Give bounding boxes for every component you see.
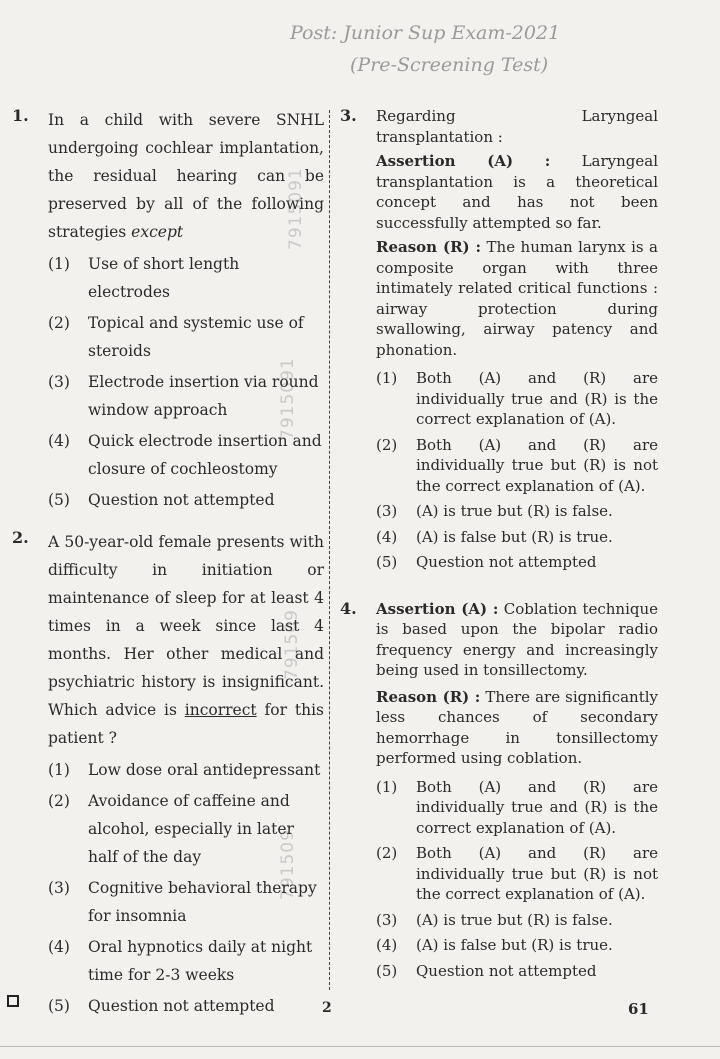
option-4[interactable] (376, 527, 658, 548)
option-2[interactable] (48, 787, 324, 871)
column-divider (329, 110, 330, 990)
option-5[interactable] (376, 961, 658, 982)
option-2[interactable] (48, 309, 324, 365)
reason-text: The human larynx is a composite organ with three intimately related critical functions : airway protection during swallowing, airway patency and phonation. (376, 238, 658, 359)
option-3[interactable] (48, 874, 324, 930)
question-3 (340, 106, 658, 573)
header-scribble-line1: Post: Junior Sup Exam-2021 (290, 22, 561, 44)
option-text: (A) is false but (R) is true. (416, 936, 613, 954)
watermark-stamp: 7915091 (278, 357, 298, 440)
option-number: (2) (48, 314, 70, 332)
right-column (340, 106, 658, 986)
stem-emphasis: incorrect (184, 701, 257, 719)
question-stem (48, 528, 324, 752)
option-text: Both (A) and (R) are individually true but (R) is not the correct explanation of (A). (416, 435, 658, 495)
stem-text: In a child with severe SNHL undergoing cochlear implantation, the residual hearing can be preserved by all of the following strategies (48, 111, 324, 241)
option-5[interactable] (48, 992, 324, 1020)
assertion-text: Laryngeal transplantation is a theoretical concept and has not been successfully attempted so far. (376, 152, 658, 232)
option-number: (4) (48, 432, 70, 450)
question-number: 1. (12, 106, 29, 125)
question-number: 3. (340, 106, 357, 125)
question-stem: Regarding Laryngeal transplantation : (376, 107, 658, 146)
option-text: Oral hypnotics daily at night time for 2-3 weeks (88, 938, 313, 984)
option-number: (2) (48, 792, 70, 810)
option-number: (5) (48, 491, 70, 509)
option-number: (1) (376, 369, 398, 387)
option-text: Both (A) and (R) are individually true and (R) is the correct explanation of (A). (416, 777, 658, 837)
options-list (376, 777, 658, 982)
option-3[interactable] (376, 910, 658, 931)
question-1 (12, 106, 324, 514)
option-text: Both (A) and (R) are individually true but (R) is not the correct explanation of (A). (416, 844, 658, 903)
assertion-text: Coblation technique is based upon the bipolar radio frequency energy and increasingly being used in tonsillectomy. (376, 599, 659, 679)
option-text: (A) is false but (R) is true. (416, 527, 613, 546)
option-text: (A) is true but (R) is false. (416, 502, 613, 520)
page-code: 61 (628, 1000, 649, 1018)
option-text: Quick electrode insertion and closure of cochleostomy (88, 432, 322, 478)
registration-mark (7, 995, 19, 1007)
option-1[interactable] (48, 250, 324, 306)
option-number: (3) (48, 373, 70, 391)
option-number: (1) (376, 777, 398, 796)
option-number: (5) (376, 961, 398, 980)
reason-label: Reason (R) : (376, 687, 481, 706)
assertion-paragraph (376, 599, 658, 681)
option-text: Question not attempted (416, 961, 597, 980)
options-list (48, 250, 324, 514)
reason-text: There are significantly less chances of secondary hemorrhage in tonsillectomy performed using coblation. (376, 687, 659, 767)
option-4[interactable] (48, 427, 324, 483)
option-text: Question not attempted (88, 997, 275, 1015)
question-4 (340, 599, 658, 982)
option-number: (4) (376, 527, 398, 546)
option-text: Use of short length electrodes (88, 255, 240, 301)
watermark-stamp: 7915091 (286, 167, 306, 250)
option-number: (5) (376, 553, 398, 571)
page-number: 2 (322, 1000, 332, 1016)
reason-paragraph (376, 687, 658, 769)
header-scribble-line2: (Pre-Screening Test) (350, 54, 549, 76)
option-2[interactable] (376, 843, 658, 905)
left-column (12, 106, 324, 1023)
option-1[interactable] (48, 756, 324, 784)
option-text: Topical and systemic use of steroids (88, 314, 304, 360)
option-number: (1) (48, 761, 70, 779)
bottom-edge (0, 1046, 720, 1047)
option-1[interactable] (376, 368, 658, 430)
assertion-paragraph (376, 151, 658, 233)
option-1[interactable] (376, 777, 658, 839)
option-text: Low dose oral antidepressant (88, 761, 321, 779)
assertion-label: Assertion (A) : (376, 599, 499, 618)
option-text: Cognitive behavioral therapy for insomnia (88, 879, 317, 925)
question-2 (12, 528, 324, 1020)
option-3[interactable] (376, 501, 658, 522)
stem-text-end: for this patient ? (48, 701, 324, 747)
option-number: (5) (48, 997, 70, 1015)
option-4[interactable] (376, 935, 658, 956)
option-text: Electrode insertion via round window approach (88, 373, 319, 419)
option-text: Question not attempted (88, 491, 275, 509)
options-list (48, 756, 324, 1020)
reason-label: Reason (R) : (376, 238, 482, 256)
option-5[interactable] (376, 552, 658, 573)
option-number: (2) (376, 435, 398, 454)
option-number: (4) (48, 938, 70, 956)
option-number: (3) (376, 910, 398, 929)
handwritten-header (60, 18, 680, 88)
question-number: 4. (340, 598, 357, 618)
option-number: (3) (376, 502, 398, 520)
assertion-label: Assertion (A) : (376, 152, 551, 170)
option-text: Both (A) and (R) are individually true and (R) is the correct explanation of (A). (416, 369, 658, 428)
option-3[interactable] (48, 368, 324, 424)
watermark-stamp: 791509 (278, 829, 298, 900)
option-number: (3) (48, 879, 70, 897)
option-text: Avoidance of caffeine and alcohol, especially in later half of the day (88, 792, 294, 866)
option-4[interactable] (48, 933, 324, 989)
options-list (376, 368, 658, 573)
stem-emphasis: except (131, 223, 184, 241)
option-text: Question not attempted (416, 553, 597, 571)
question-number: 2. (12, 528, 29, 547)
option-number: (1) (48, 255, 70, 273)
option-text: (A) is true but (R) is false. (416, 910, 613, 929)
option-2[interactable] (376, 435, 658, 497)
option-5[interactable] (48, 486, 324, 514)
option-number: (2) (376, 844, 398, 862)
question-stem (48, 106, 324, 246)
watermark-stamp: 791509 (282, 609, 302, 680)
stem-text: A 50-year-old female presents with difficulty in initiation or maintenance of sleep for at least 4 times in a week since last 4 months. Her other medical and psychiatric history is insignificant. Which advice is (48, 533, 324, 719)
reason-paragraph (376, 237, 658, 360)
option-number: (4) (376, 936, 398, 954)
